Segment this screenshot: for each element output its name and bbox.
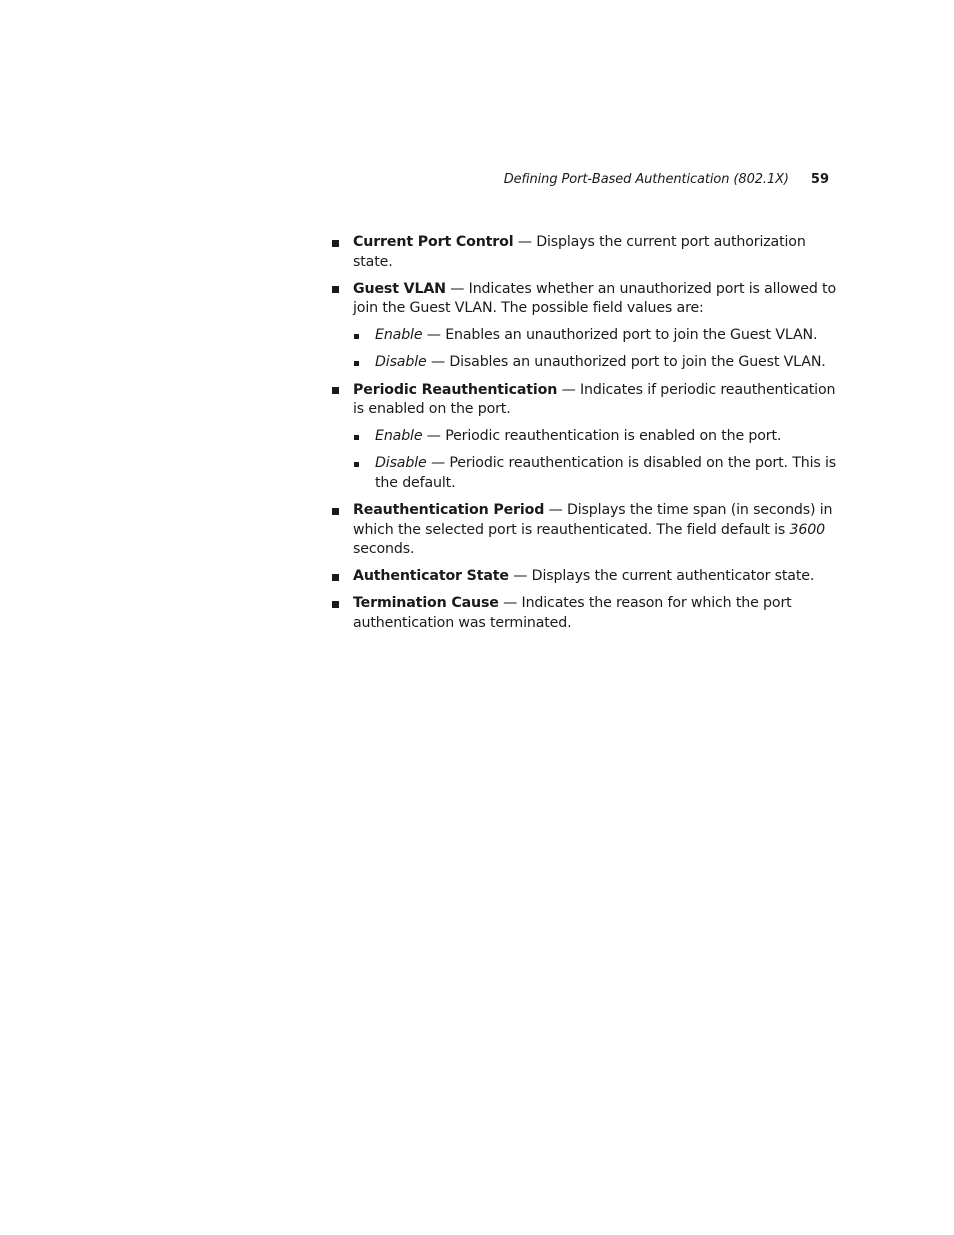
field-description-list <box>331 233 845 641</box>
square-bullet-icon <box>332 240 339 247</box>
running-header <box>0 171 829 189</box>
small-square-bullet-icon <box>354 462 359 467</box>
value-description: — Enables an unauthorized port to join the Guest VLAN. <box>422 327 818 344</box>
field-description: — Displays the time span (in seconds) in which the selected port is reauthenticated. The field default is <box>353 502 833 538</box>
field-description: — Displays the current port authorization state. <box>353 234 806 270</box>
small-square-bullet-icon <box>354 334 359 339</box>
value-term: Enable <box>375 428 423 445</box>
header-title: Defining Port-Based Authentication (802.1X) <box>503 172 789 187</box>
value-term: Disable <box>375 455 427 472</box>
field-description: — Indicates if periodic reauthentication is enabled on the port. <box>353 381 836 418</box>
list-item-reauthentication-period <box>331 501 845 560</box>
sub-item-enable <box>353 427 845 447</box>
square-bullet-icon <box>332 387 339 394</box>
sub-item-disable <box>353 454 845 493</box>
field-term: Authenticator State <box>353 568 509 585</box>
value-description: — Periodic reauthentication is enabled on the port. <box>422 428 782 445</box>
small-square-bullet-icon <box>354 361 359 366</box>
list-item-current-port-control <box>331 233 845 272</box>
field-term: Current Port Control <box>353 234 514 250</box>
square-bullet-icon <box>332 574 339 581</box>
field-description: — Indicates whether an unauthorized port is allowed to join the Guest VLAN. The possible field values are: <box>353 280 836 317</box>
value-term: Enable <box>375 327 423 344</box>
default-value: 3600 <box>789 521 826 538</box>
field-term: Reauthentication Period <box>353 502 545 519</box>
field-term: Periodic Reauthentication <box>353 381 558 398</box>
square-bullet-icon <box>332 286 339 293</box>
field-term: Guest VLAN <box>353 280 446 297</box>
field-term: Termination Cause <box>353 595 499 612</box>
field-description-tail: seconds. <box>353 541 415 558</box>
field-description: — Indicates the reason for which the port authentication was terminated. <box>353 595 792 631</box>
list-item-authenticator-state <box>331 567 845 587</box>
list-item-guest-vlan <box>331 280 845 373</box>
sub-item-enable <box>353 326 845 346</box>
list-item-termination-cause <box>331 594 845 633</box>
square-bullet-icon <box>332 601 339 608</box>
sub-bullet-list <box>353 427 845 493</box>
square-bullet-icon <box>332 508 339 515</box>
page-number: 59 <box>810 172 829 187</box>
value-description: — Disables an unauthorized port to join the Guest VLAN. <box>426 354 826 371</box>
bullet-list <box>331 233 845 634</box>
value-term: Disable <box>375 354 427 371</box>
small-square-bullet-icon <box>354 435 359 440</box>
sub-item-disable <box>353 353 845 373</box>
value-description: — Periodic reauthentication is disabled on the port. This is the default. <box>375 455 837 491</box>
field-description: — Displays the current authenticator state. <box>508 568 815 585</box>
list-item-periodic-reauthentication <box>331 381 845 494</box>
sub-bullet-list <box>353 326 845 373</box>
